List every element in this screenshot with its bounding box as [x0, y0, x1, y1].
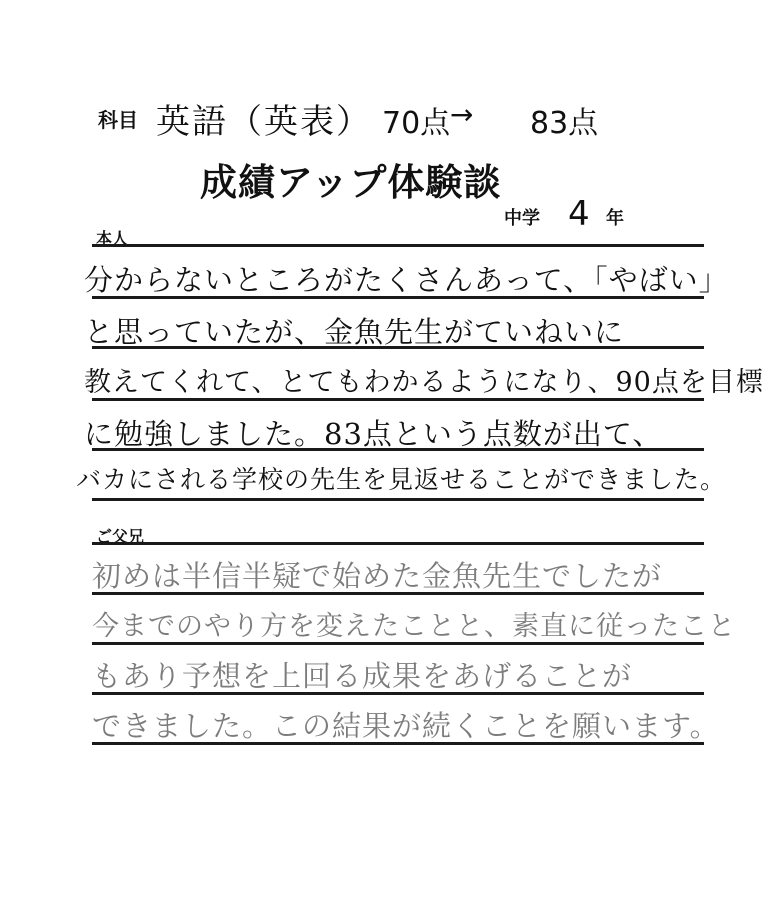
page-title: 成績アップ体験談	[200, 161, 502, 204]
parent-line-4: できました。この結果が続くことを願います。	[92, 709, 720, 743]
parent-line-3: もあり予想を上回る成果をあげることが	[92, 659, 633, 693]
ruled-line	[92, 498, 704, 501]
parent-line-2: 今までのやり方を変えたことと、素直に従ったこと	[92, 611, 736, 642]
subject-label: 科目	[98, 108, 138, 132]
ruled-line	[92, 742, 704, 745]
ruled-line	[92, 296, 704, 299]
student-label: 本人	[96, 229, 129, 248]
ruled-line	[92, 398, 704, 401]
score-arrow: →	[450, 98, 474, 131]
grade-school: 中学	[504, 208, 540, 229]
score-after: 83点	[530, 106, 599, 141]
ruled-line	[92, 542, 704, 545]
student-line-1: 分からないところがたくさんあって、「やばい」	[84, 263, 729, 297]
ruled-line	[92, 244, 704, 247]
student-line-4: に勉強しました。83点という点数が出て、	[84, 417, 663, 451]
student-line-3: 教えてくれて、とてもわかるようになり、90点を目標	[84, 367, 764, 398]
subject-value: 英語（英表）	[156, 102, 372, 142]
grade-suffix: 年	[606, 208, 624, 229]
ruled-line	[92, 448, 704, 451]
ruled-line	[92, 592, 704, 595]
student-line-2: と思っていたが、金魚先生がていねいに	[84, 315, 625, 349]
score-before: 70点	[382, 106, 451, 141]
grade-number: 4	[568, 194, 590, 234]
grade-row	[504, 196, 644, 236]
parent-label: ご父兄	[96, 527, 145, 546]
parent-line-1: 初めは半信半疑で始めた金魚先生でしたが	[92, 559, 663, 593]
ruled-line	[92, 642, 704, 645]
subject-score-row	[98, 92, 698, 142]
ruled-line	[92, 346, 704, 349]
student-line-5: バカにされる学校の先生を見返せることができました。	[76, 465, 727, 494]
ruled-line	[92, 692, 704, 695]
